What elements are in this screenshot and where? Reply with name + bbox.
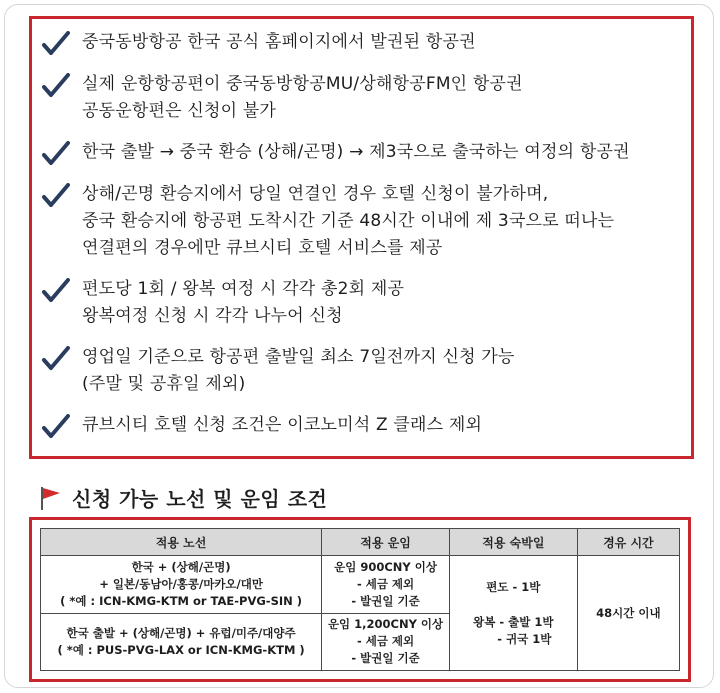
check-icon — [42, 73, 70, 99]
condition-text — [82, 139, 630, 166]
condition-line: 연결편의 경우에만 큐브시티 호텔 서비스를 제공 — [82, 238, 443, 258]
route-line: ( *예 : ICN-KMG-KTM or TAE-PVG-SIN ) — [60, 593, 303, 608]
table-header-row — [41, 529, 680, 556]
fare-sub: - 세금 제외 — [356, 576, 415, 591]
route-line: 한국 출발 + (상해/곤명) + 유럽/미주/대양주 — [66, 625, 296, 640]
check-icon — [42, 141, 70, 167]
conditions-box — [29, 16, 694, 459]
routes-title: 신청 가능 노선 및 운임 조건 — [72, 487, 328, 511]
condition-line: 상해/곤명 환승지에서 당일 연결인 경우 호텔 신청이 불가하며, — [82, 184, 549, 204]
condition-line: 중국동방항공 한국 공식 홈페이지에서 발권된 항공권 — [82, 32, 476, 52]
check-icon — [42, 346, 70, 372]
routes-table-frame — [29, 517, 691, 682]
fare-sub: - 발권일 기준 — [351, 651, 420, 666]
nights-cell — [449, 556, 577, 671]
condition-text — [82, 344, 515, 398]
condition-line: 중국 환승지에 항공편 도착시간 기준 48시간 이내에 제 3국으로 떠나는 — [82, 211, 615, 231]
nights-round-return: - 귀국 1박 — [497, 631, 552, 646]
route-cell — [41, 613, 322, 671]
nights-oneway: 편도 - 1박 — [486, 579, 541, 594]
nights-round-out: 왕복 - 출발 1박 — [473, 614, 554, 629]
condition-text — [82, 181, 614, 262]
condition-line: 한국 출발 → 중국 환승 (상해/곤명) → 제3국으로 출국하는 여정의 항공권 — [82, 142, 630, 162]
condition-line: 큐브시티 호텔 신청 조건은 이코노미석 Z 클래스 제외 — [82, 415, 483, 435]
condition-line: 영업일 기준으로 항공편 출발일 최소 7일전까지 신청 가능 — [82, 347, 515, 367]
fare-cell — [322, 556, 450, 614]
check-icon — [42, 278, 70, 304]
condition-line: 실제 운항항공편이 중국동방항공MU/상해항공FM인 항공권 — [82, 74, 523, 94]
route-line: ( *예 : PUS-PVG-LAX or ICN-KMG-KTM ) — [57, 642, 305, 657]
condition-text — [82, 71, 523, 125]
header-transit: 경유 시간 — [577, 529, 679, 556]
spacer — [454, 596, 573, 614]
condition-line: 편도당 1회 / 왕복 여정 시 각각 총2회 제공 — [82, 279, 405, 299]
routes-header — [38, 483, 327, 512]
header-route: 적용 노선 — [41, 529, 322, 556]
header-nights: 적용 숙박일 — [449, 529, 577, 556]
condition-item — [42, 29, 691, 57]
route-cell — [41, 556, 322, 614]
condition-item — [42, 412, 691, 440]
check-icon — [42, 183, 70, 209]
condition-item — [42, 71, 691, 125]
condition-line: 왕복여정 신청 시 각각 나누어 신청 — [82, 306, 343, 326]
condition-text — [82, 412, 482, 439]
transit-cell: 48시간 이내 — [577, 556, 679, 671]
routes-table — [40, 528, 680, 671]
table-row — [41, 556, 680, 614]
check-icon — [42, 31, 70, 57]
condition-line: 공동운항편은 신청이 불가 — [82, 101, 277, 121]
header-fare: 적용 운임 — [322, 529, 450, 556]
fare-main: 운임 1,200CNY 이상 — [327, 617, 444, 632]
flag-icon — [38, 485, 62, 511]
route-line: 한국 + (상해/곤명) — [131, 559, 231, 574]
condition-item — [42, 276, 691, 330]
check-icon — [42, 414, 70, 440]
fare-cell — [322, 613, 450, 671]
condition-line: (주말 및 공휴일 제외) — [82, 374, 246, 394]
route-line: + 일본/동남아/홍콩/마카오/대만 — [99, 576, 263, 591]
condition-text — [82, 276, 404, 330]
fare-sub: - 세금 제외 — [356, 634, 415, 649]
condition-item — [42, 181, 691, 262]
condition-item — [42, 139, 691, 167]
condition-item — [42, 344, 691, 398]
fare-main: 운임 900CNY 이상 — [334, 559, 437, 574]
fare-sub: - 발권일 기준 — [351, 593, 420, 608]
condition-text — [82, 29, 476, 56]
